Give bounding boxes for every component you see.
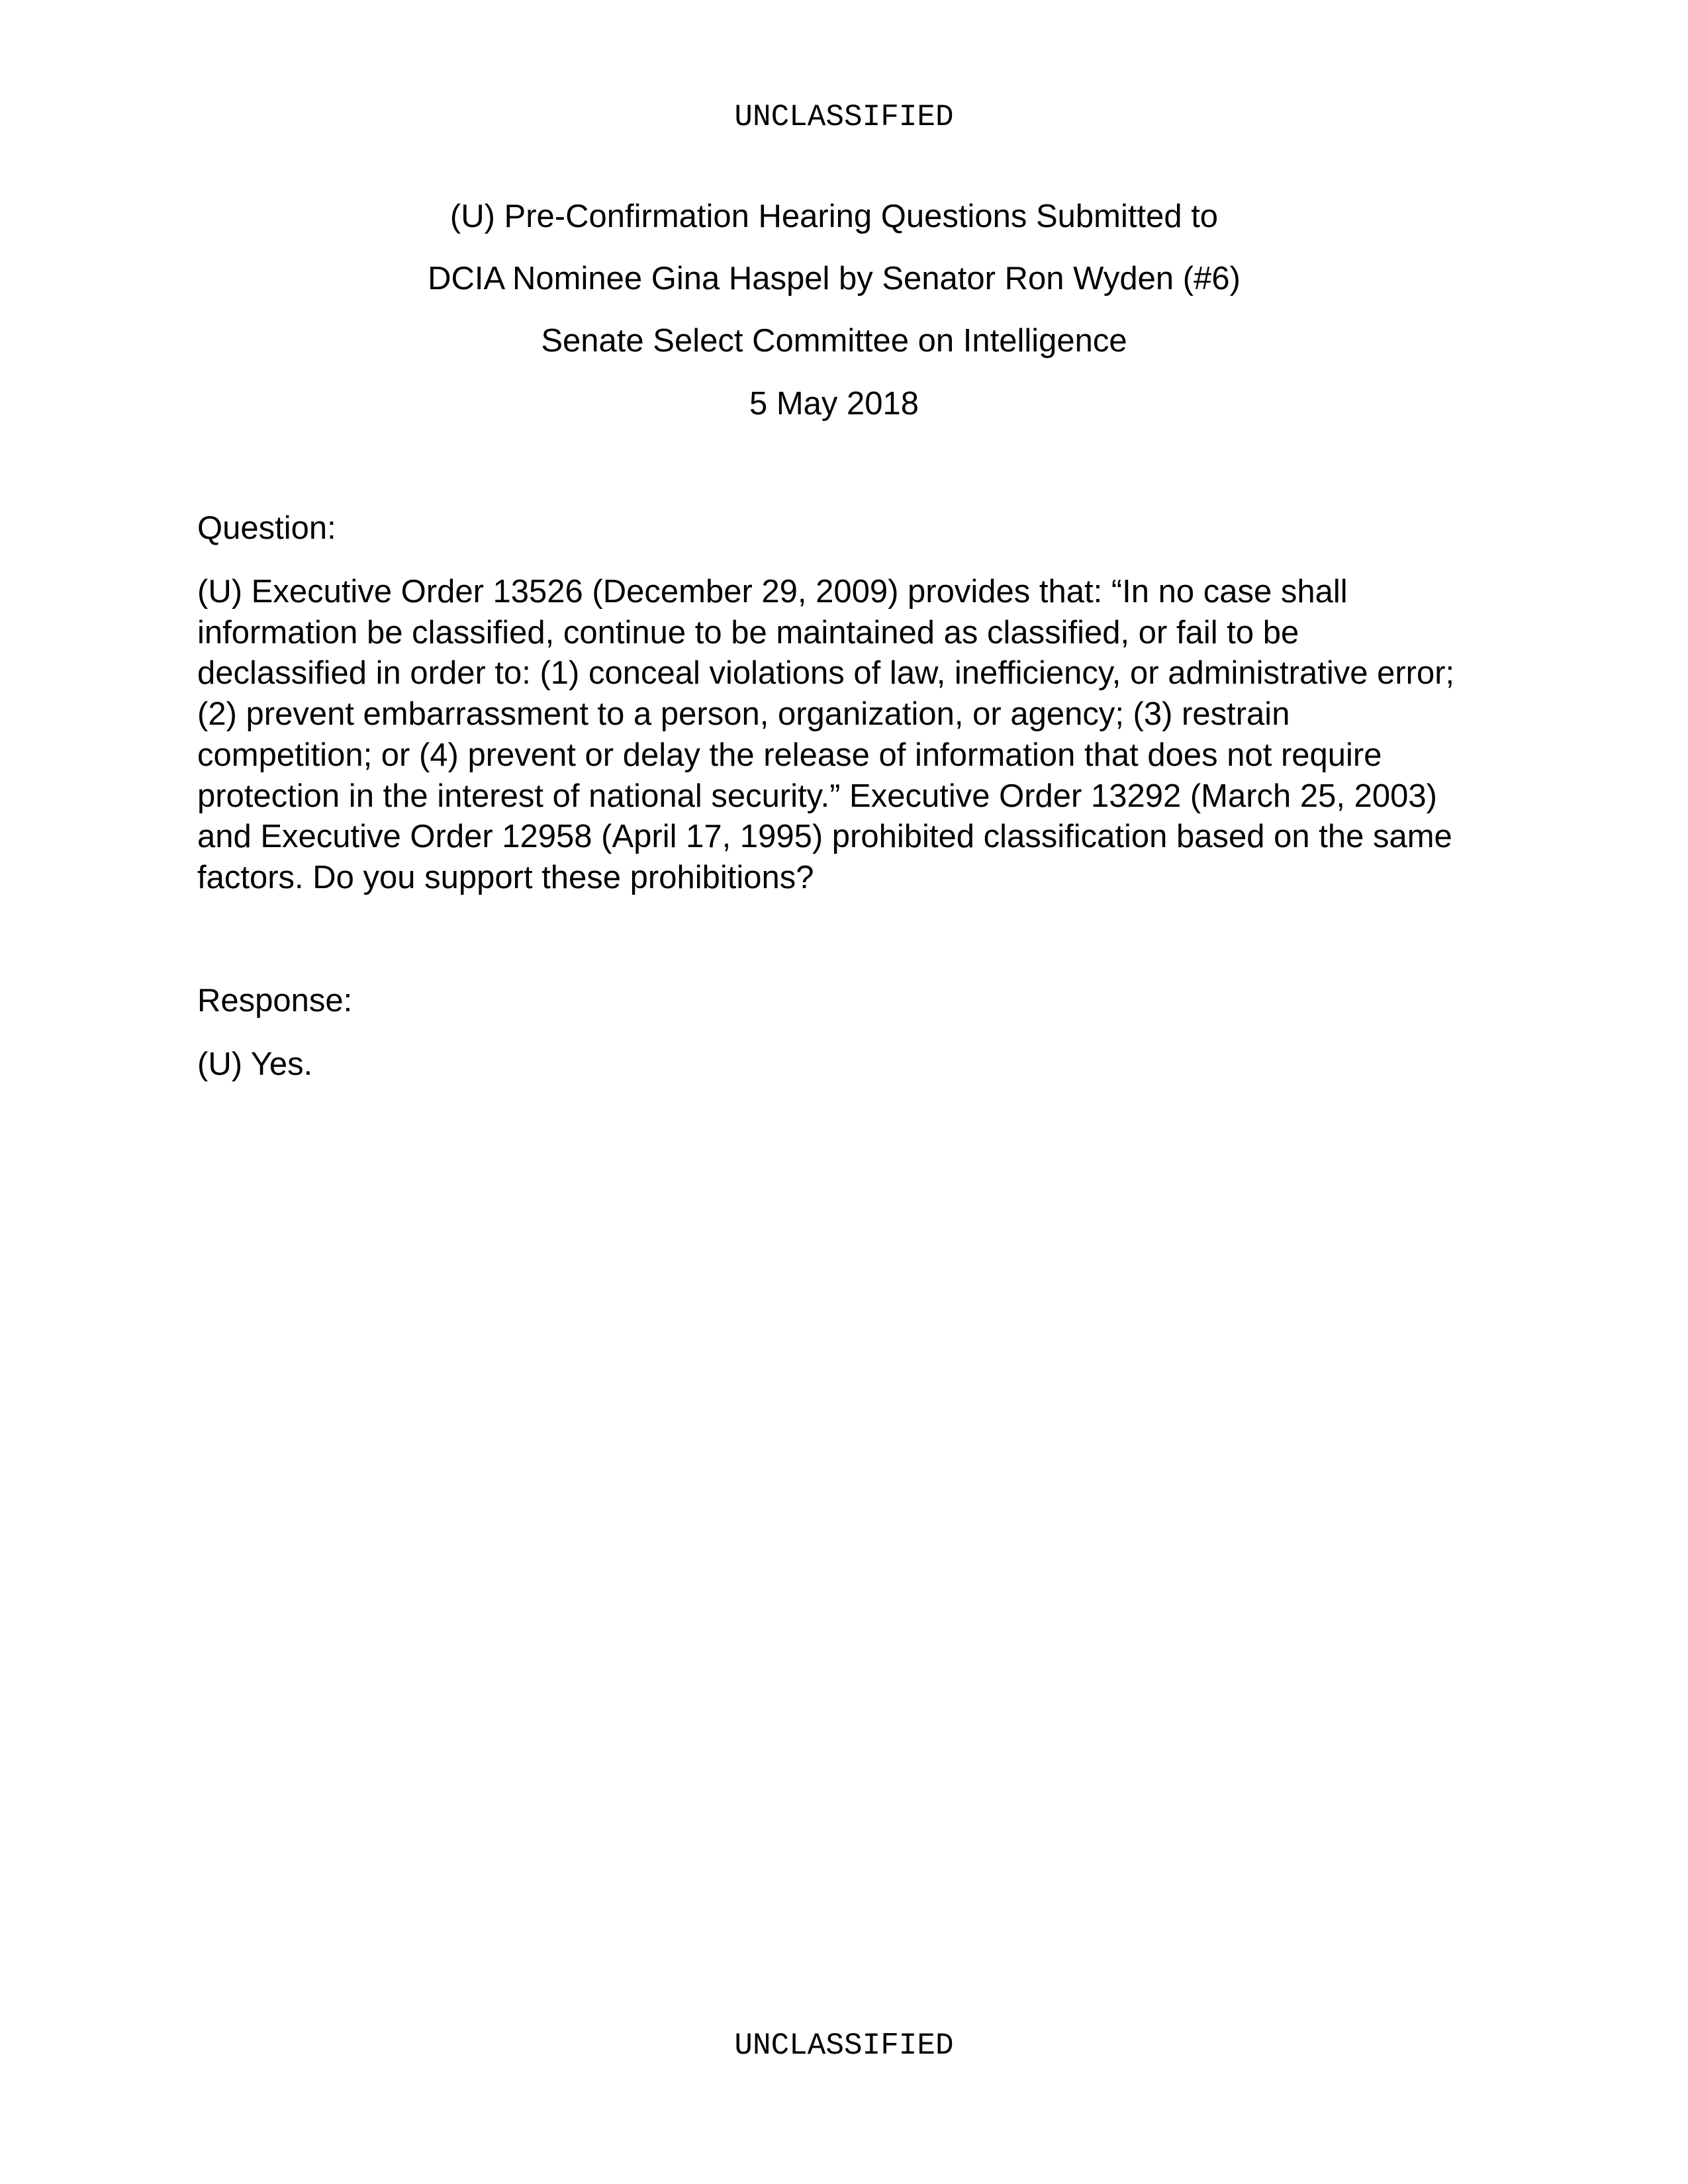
question-text (197, 572, 1454, 899)
question-line: competition; or (4) prevent or delay the release of information that does not require (197, 737, 1382, 773)
question-label: Question: (197, 510, 336, 546)
title-line-3: Senate Select Committee on Intelligence (541, 323, 1127, 359)
question-line: declassified in order to: (1) conceal violations of law, inefficiency, or administrative error; (197, 655, 1455, 692)
question-line: and Executive Order 12958 (April 17, 1995) prohibited classification based on the same (197, 819, 1452, 855)
classification-footer: UNCLASSIFIED (734, 2028, 954, 2063)
title-line-2: DCIA Nominee Gina Haspel by Senator Ron Wyden (#6) (428, 261, 1241, 296)
question-line: (U) Executive Order 13526 (December 29, 2009) provides that: “In no case shall (197, 574, 1348, 610)
response-text: (U) Yes. (197, 1046, 313, 1082)
response-label: Response: (197, 983, 353, 1019)
question-line: information be classified, continue to be maintained as classified, or fail to be (197, 614, 1299, 651)
question-line: protection in the interest of national security.” Executive Order 13292 (March 25, 2003) (197, 778, 1437, 814)
question-line: factors. Do you support these prohibitions? (197, 859, 814, 895)
question-line: (2) prevent embarrassment to a person, organization, or agency; (3) restrain (197, 696, 1290, 733)
document-date: 5 May 2018 (749, 386, 919, 422)
classification-header: UNCLASSIFIED (734, 100, 954, 134)
title-line-1: (U) Pre-Confirmation Hearing Questions Submitted to (449, 199, 1219, 234)
